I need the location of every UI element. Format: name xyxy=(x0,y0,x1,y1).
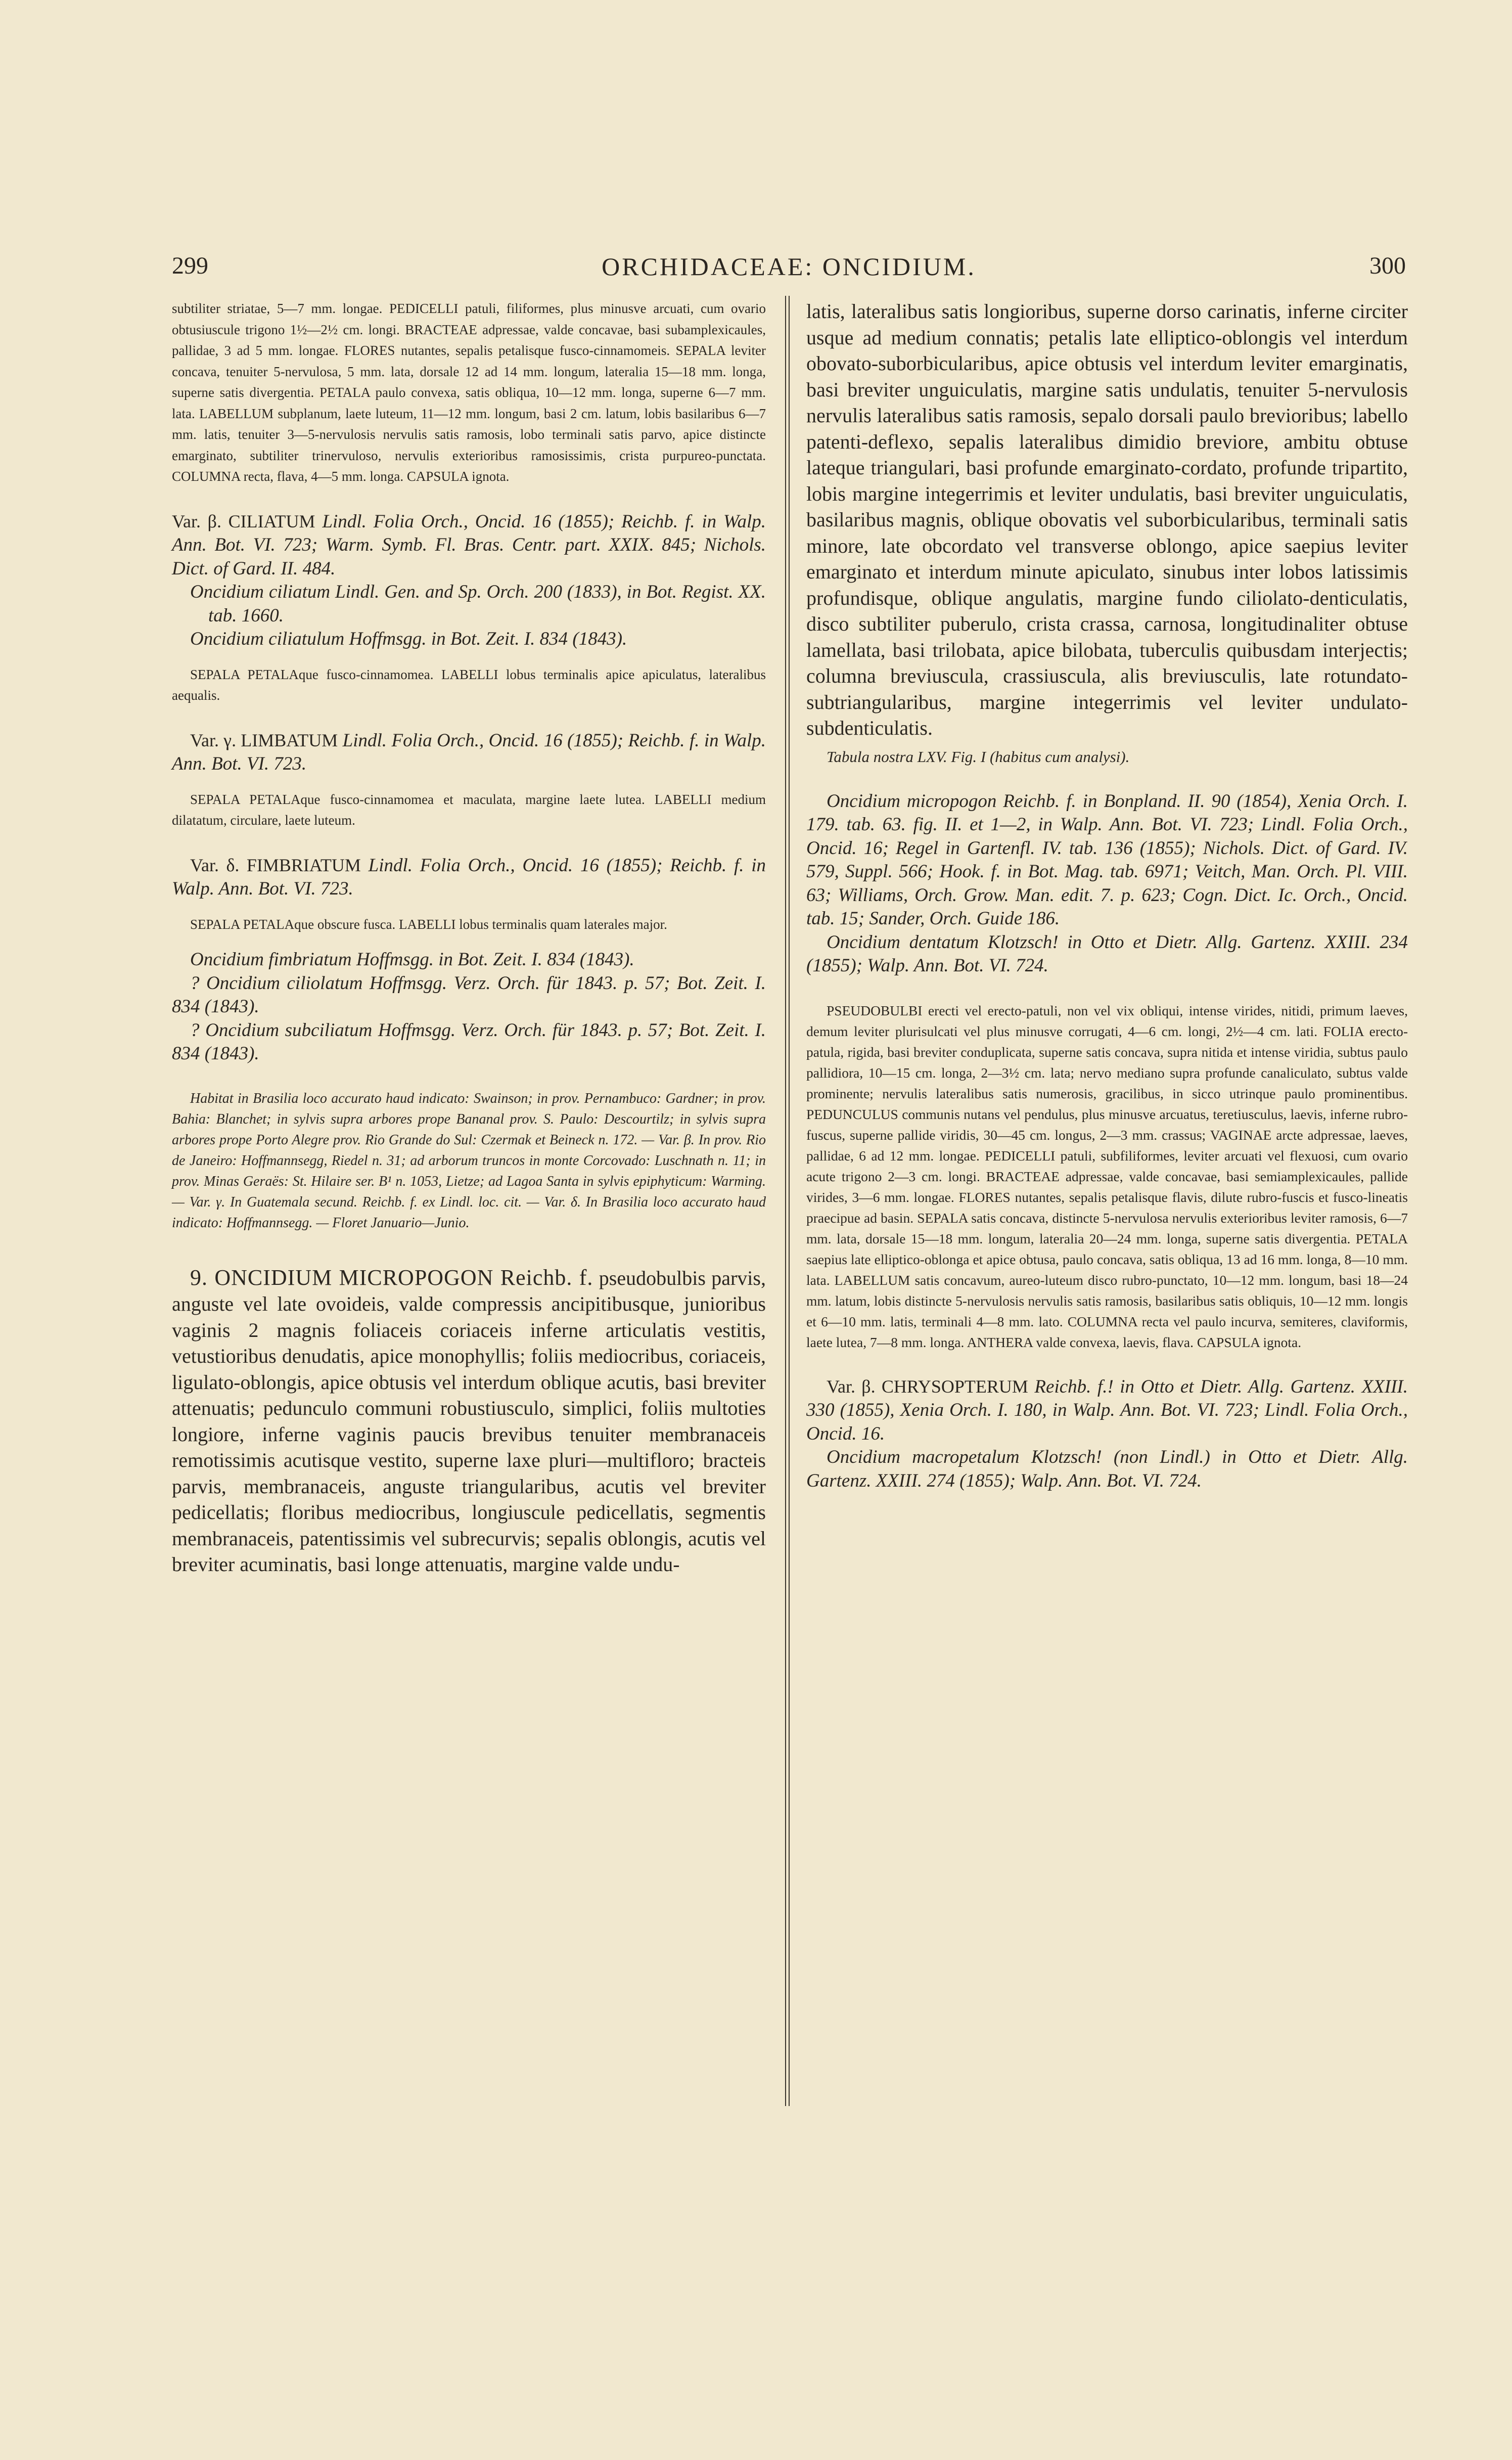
variety-delta-synonym-2: ? Oncidium ciliolatum Hoffmsgg. Verz. Orch. für 1843. p. 57; Bot. Zeit. I. 834 (1843). xyxy=(172,972,766,1017)
variety-beta-label: Var. β. CILIATUM xyxy=(172,511,315,531)
variety-delta-reference: Lindl. Folia Orch., Oncid. 16 (1855); Reichb. f. in Walp. Ann. Bot. VI. 723. xyxy=(172,855,766,899)
variety-gamma-description: SEPALA PETALAque fusco-cinnamomea et maculata, margine laete lutea. LABELLI medium dilatatum, circulare, laete luteum. xyxy=(172,791,766,828)
variety-delta-synonym-3: ? Oncidium subciliatum Hoffmsgg. Verz. Orch. für 1843. p. 57; Bot. Zeit. I. 834 (1843). xyxy=(172,1019,766,1064)
plate-caption: Tabula nostra LXV. Fig. I (habitus cum analysi). xyxy=(827,747,1130,766)
variety-gamma-label: Var. γ. LIMBATUM xyxy=(190,730,338,750)
variety-chrysopterum-label: Var. β. CHRYSOPTERUM xyxy=(827,1376,1028,1397)
description-continued: subtiliter striatae, 5—7 mm. longae. PEDICELLI patuli, filiformes, plus minusve arcuati, cum ovario obtusiuscule trigono 1½—2½ cm. longi. BRACTEAE adpressae, valde concavae, basi subamplexicaules, pallidae, 3 ad 5 mm. longae. FLORES nutantes, sepalis petalisque fusco-cinnamomeis. SEPALA leviter concava, tenuiter 5-nervulosa, 5 mm. lata, dorsale 12 ad 14 mm. longum, lateralia 15—18 mm. longa, superne satis divergentia. PETALA paulo convexa, satis obliqua, 10—12 mm. longa, superne 6—7 mm. lata. LABELLUM subplanum, laete luteum, 11—12 mm. longum, basi 2 cm. latum, lobis basilaribus 6—7 mm. latis, tenuiter 3—5-nervulosis nervulis satis ramosis, lobo terminali satis parvo, apice distincte emarginato, subtiliter trinervuloso, nervulis exterioribus ramosissimis, crista purpureo-punctata. COLUMNA recta, flava, 4—5 mm. longa. CAPSULA ignota. xyxy=(172,301,766,484)
variety-delta-description: SEPALA PETALAque obscure fusca. LABELLI lobus terminalis quam laterales major. xyxy=(190,916,667,932)
page-number-left: 299 xyxy=(172,252,208,279)
variety-chrysopterum-heading xyxy=(806,1375,1408,1446)
running-header xyxy=(172,252,1406,287)
variety-beta-heading xyxy=(172,510,766,581)
column-divider xyxy=(785,296,790,2106)
species-title: 9. ONCIDIUM MICROPOGON Reichb. f. xyxy=(190,1265,593,1290)
species-description: PSEUDOBULBI erecti vel erecto-patuli, non vel vix obliqui, intense virides, nitidi, primum laeves, demum leviter plurisulcati vel plus minusve corrugati, 4—6 cm. longi, 2½—4 cm. lati. FOLIA erecto-patula, rigida, basi breviter conduplicata, superne satis concava, supra nitida et intense viridia, subtus paulo pallidiora, 10—15 cm. longa, 2—3½ cm. lata; nervo mediano supra profunde canaliculato, subtus valde prominente; nervulis lateralibus satis numerosis, gracilibus, in sicco utrinque paulo prominentibus. PEDUNCULUS communis nutans vel pendulus, plus minusve arcuatus, teretiusculus, laevis, inferne rubro-fuscus, superne pallide viridis, 30—45 cm. longus, 2—3 mm. crassus; VAGINAE arcte adpressae, laeves, pallidae, 6 ad 12 mm. longae. PEDICELLI patuli, subfiliformes, leviter arcuati vel flexuosi, cum ovario acute trigono 2—3 cm. longi. BRACTEAE adpressae, valde concavae, basi semiamplexicaules, pallide virides, 3—6 mm. longae. FLORES nutantes, sepalis petalisque flavis, dilute rubro-fuscis et fusco-lineatis praecipue ad basin. SEPALA satis concava, distincte 5-nervulosa nervulis exterioribus leviter ramosis, 6—7 mm. lata, dorsale 15—18 mm. longum, lateralia 20—24 mm. longa, superne satis divergentia. PETALA saepius late elliptico-oblonga et apice obtusa, paulo concava, satis obliqua, 13 ad 16 mm. longa, 8—10 mm. lata. LABELLUM satis concavum, aureo-luteum disco rubro-punctato, 10—12 mm. longum, basi 18—24 mm. latum, lobis distincte 5-nervulosis nervulis satis ramosis, basilaribus satis obliquis, 10—12 mm. longis et 6—10 mm. latis, terminali 4—8 mm. lato. COLUMNA recta vel paulo incurva, semiteres, claviformis, laete lutea, 7—8 mm. longa. ANTHERA valde convexa, laevis, flava. CAPSULA ignota. xyxy=(806,1002,1408,1350)
variety-beta-synonym-2: Oncidium ciliatulum Hoffmsgg. in Bot. Zeit. I. 834 (1843). xyxy=(190,629,627,649)
variety-beta-reference: Lindl. Folia Orch., Oncid. 16 (1855); Reichb. f. in Walp. Ann. Bot. VI. 723; Warm. Symb. Fl. Bras. Centr. part. XXIX. 845; Nichols. Dict. of Gard. II. 484. xyxy=(172,511,766,579)
variety-chrysopterum-reference: Reichb. f.! in Otto et Dietr. Allg. Gartenz. XXIII. 330 (1855), Xenia Orch. I. 180, in Walp. Ann. Bot. VI. 723; Lindl. Folia Orch., Oncid. 16. xyxy=(806,1376,1408,1444)
variety-beta-description: SEPALA PETALAque fusco-cinnamomea. LABELLI lobus terminalis apice apiculatus, lateralibus aequalis. xyxy=(172,666,766,703)
variety-gamma-reference: Lindl. Folia Orch., Oncid. 16 (1855); Reichb. f. in Walp. Ann. Bot. VI. 723. xyxy=(172,730,766,774)
variety-gamma-heading xyxy=(172,729,766,776)
habitat-note: Habitat in Brasilia loco accurato haud indicato: Swainson; in prov. Pernambuco: Gardner; in prov. Bahia: Blanchet; in sylvis supra arbores prope Bananal prov. S. Paulo: Descourtilz; in sylvis supra arbores prope Porto Alegre prov. Rio Grande do Sul: Czermak et Beineck n. 172. — Var. β. In prov. Rio de Janeiro: Hoffmannsegg, Riedel n. 31; ad arborum truncos in monte Corcovado: Luschnath n. 11; in prov. Minas Geraës: St. Hilaire ser. B¹ n. 1053, Lietze; ad Lagoa Santa in sylvis epiphyticum: Warming. — Var. γ. In Guatemala secund. Reichb. f. ex Lindl. loc. cit. — Var. δ. In Brasilia loco accurato haud indicato: Hoffmannsegg. — Floret Januario—Junio. xyxy=(172,1090,766,1231)
species-synonym-2: Oncidium dentatum Klotzsch! in Otto et Dietr. Allg. Gartenz. XXIII. 234 (1855); Walp. Ann. Bot. VI. 724. xyxy=(806,931,1408,976)
page-number-right: 300 xyxy=(1369,252,1406,279)
variety-delta-heading xyxy=(172,854,766,901)
species-diagnosis: pseudobulbis parvis, anguste vel late ovoideis, valde compressis ancipitibusque, junioribus vaginis 2 magnis foliaceis coriaceis inferne articulatis vestitis, vetustioribus denudatis, apice monophyllis; foliis mediocribus, coriaceis, ligulato-oblongis, apice obtusis vel interdum oblique acutis, basi breviter attenuatis; pedunculo communi robustiusculo, simplici, foliis multoties longiore, inferne vaginis paucis brevibus tenuiter membranaceis remotissimis acutisque vestito, superne laxe pluri—multifloro; bracteis parvis, membranaceis, anguste triangularibus, acutis vel breviter pedicellatis; floribus mediocribus, longiuscule pedicellatis, segmentis membranaceis, patentissimis vel subrecurvis; sepalis oblongis, acutis vel breviter acuminatis, basi longe attenuatis, margine valde undu- xyxy=(172,1266,766,1576)
species-entry xyxy=(172,1265,766,1578)
variety-delta-synonym-1: Oncidium fimbriatum Hoffmsgg. in Bot. Zeit. I. 834 (1843). xyxy=(190,949,634,970)
variety-chrysopterum-synonym: Oncidium macropetalum Klotzsch! (non Lindl.) in Otto et Dietr. Allg. Gartenz. XXIII. 274 (1855); Walp. Ann. Bot. VI. 724. xyxy=(806,1447,1408,1491)
variety-delta-label: Var. δ. FIMBRIATUM xyxy=(190,855,361,875)
species-diagnosis-continued: latis, lateralibus satis longioribus, superne dorso carinatis, inferne circiter usque ad medium connatis; petalis late elliptico-oblongis vel interdum obovato-suborbicularibus, apice obtusis vel interdum leviter emarginatis, basi breviter unguiculatis, margine satis undulatis, tenuiter 5-nervulosis nervulis lateralibus satis ramosis, sepalo dorsali paulo brevioribus; labello patenti-deflexo, sepalis lateralibus dimidio breviore, ambitu obtuse lateque triangulari, basi profunde emarginato-cordato, profunde tripartito, lobis margine integerrimis et leviter undulatis, basi breviter unguiculatis, basilaribus magnis, oblique obovatis vel suborbicularibus, terminali satis minore, late obcordato vel transverse oblongo, apice saepius leviter emarginato et interdum minute apiculato, sinubus inter lobos latissimis profundisque, oblique angulatis, margine fundo ciliolato-denticulatis, disco subtiliter puberulo, crista crassa, carnosa, longitudinaliter obtuse lamellata, basi trilobata, apice bilobata, tuberculis quibusdam interjectis; columna breviuscula, crassiuscula, alis breviusculis, late rotundato-subtriangularibus, margine integerrimis vel leviter undulato-subdenticulatis. xyxy=(806,300,1408,739)
running-title: ORCHIDACEAE: ONCIDIUM. xyxy=(602,252,976,281)
left-column xyxy=(172,298,766,1578)
species-synonym-1: Oncidium micropogon Reichb. f. in Bonpland. II. 90 (1854), Xenia Orch. I. 179. tab. 63. fig. II. et 1—2, in Walp. Ann. Bot. VI. 723; Lindl. Folia Orch., Oncid. 16; Regel in Gartenfl. IV. tab. 136 (1855); Nichols. Dict. of Gard. IV. 579, Suppl. 566; Hook. f. in Bot. Mag. tab. 6971; Veitch, Man. Orch. Pl. VIII. 63; Williams, Orch. Grow. Man. edit. 7. p. 623; Cogn. Dict. Ic. Orch., Oncid. tab. 15; Sander, Orch. Guide 186. xyxy=(806,790,1408,929)
variety-beta-synonym-1: Oncidium ciliatum Lindl. Gen. and Sp. Orch. 200 (1833), in Bot. Regist. XX. tab. 1660. xyxy=(190,582,766,626)
right-column xyxy=(806,298,1408,1493)
